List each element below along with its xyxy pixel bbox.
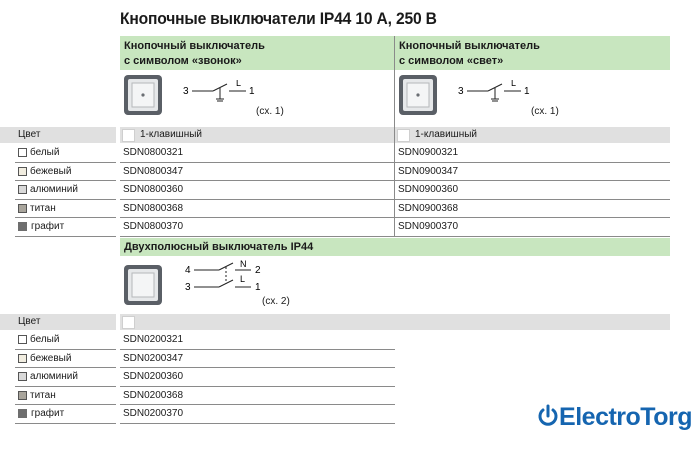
switch-device-image [398,74,438,116]
color-swatch-icon [18,204,27,213]
color-swatch-icon [18,391,27,400]
column-header-bell [120,36,394,70]
term-right: 1 [524,86,530,97]
row-divider [120,236,670,237]
row-divider [15,236,116,237]
header-line1: Кнопочный выключатель [399,40,540,52]
article-code: SDN0800360 [123,184,184,195]
variant-checkbox [397,129,410,142]
color-label: титан [30,389,56,401]
color-header: Цвет [18,129,41,140]
scheme-diagram-2 [185,258,265,294]
row-divider [120,199,670,200]
term-L: L [240,274,246,284]
variant-label: 1-клавишный [140,129,202,140]
color-label: бежевый [30,165,72,177]
scheme-diagram-1 [183,80,263,106]
article-code: SDN0200368 [123,389,184,401]
variant-label: 1-клавишный [415,129,477,140]
color-label: алюминий [30,184,78,195]
color-swatch-icon [18,148,27,157]
color-swatch-icon [18,185,27,194]
scheme-label: (сх. 1) [256,106,284,117]
color-label: алюминий [30,371,78,382]
term-top: L [236,80,242,88]
row-divider [120,162,670,163]
term-left: 3 [183,86,189,97]
color-label: белый [30,147,60,158]
row-divider [120,423,395,424]
switch-device-image [123,264,163,306]
color-swatch-icon [18,354,27,363]
article-code: SDN0800370 [123,221,184,232]
article-code: SDN0200370 [123,408,184,419]
article-code: SDN0900370 [398,221,459,232]
page-title: Кнопочные выключатели IP44 10 А, 250 В [120,9,437,28]
column-divider [394,36,395,236]
variant-checkbox [122,129,135,142]
article-code: SDN0900321 [398,147,459,158]
column-header-two-pole [120,238,670,256]
color-label: титан [30,202,56,214]
color-swatch-icon [18,372,27,381]
header-line2: с символом «звонок» [124,55,242,67]
row-divider [120,217,670,218]
electrotorg-logo [537,403,692,432]
term-4: 4 [185,265,191,276]
scheme-label: (сх. 2) [262,296,290,307]
term-top: L [511,80,517,88]
color-label: белый [30,334,60,345]
color-swatch-icon [18,409,27,418]
column-header-light [395,36,670,70]
color-header: Цвет [18,316,41,327]
variant-checkbox [122,316,135,329]
article-code: SDN0900368 [398,202,459,214]
term-2: 2 [255,265,261,276]
scheme-diagram-1 [458,80,538,106]
color-label: бежевый [30,352,72,364]
logo-text: ElectroTorg [559,403,692,431]
term-N: N [240,259,247,269]
variant-bar [120,314,670,330]
article-code: SDN0900360 [398,184,459,195]
scheme-label: (сх. 1) [531,106,559,117]
article-code: SDN0800368 [123,202,184,214]
header-line1: Кнопочный выключатель [124,40,265,52]
variant-bar [120,127,670,143]
color-swatch-icon [18,167,27,176]
row-divider [15,423,116,424]
article-code: SDN0200347 [123,352,184,364]
term-1: 1 [255,282,261,293]
term-left: 3 [458,86,464,97]
color-label: графит [31,408,65,419]
color-swatch-icon [18,222,27,231]
term-3: 3 [185,282,191,293]
article-code: SDN0200360 [123,371,184,382]
header-line1: Двухполюсный выключатель IP44 [124,241,314,253]
color-swatch-icon [18,335,27,344]
row-divider [120,180,670,181]
article-code: SDN0200321 [123,334,184,345]
header-line2: с символом «свет» [399,55,504,67]
article-code: SDN0800321 [123,147,184,158]
term-right: 1 [249,86,255,97]
color-label: графит [31,221,65,232]
power-icon [537,404,559,428]
article-code: SDN0900347 [398,165,459,177]
switch-device-image [123,74,163,116]
article-code: SDN0800347 [123,165,184,177]
